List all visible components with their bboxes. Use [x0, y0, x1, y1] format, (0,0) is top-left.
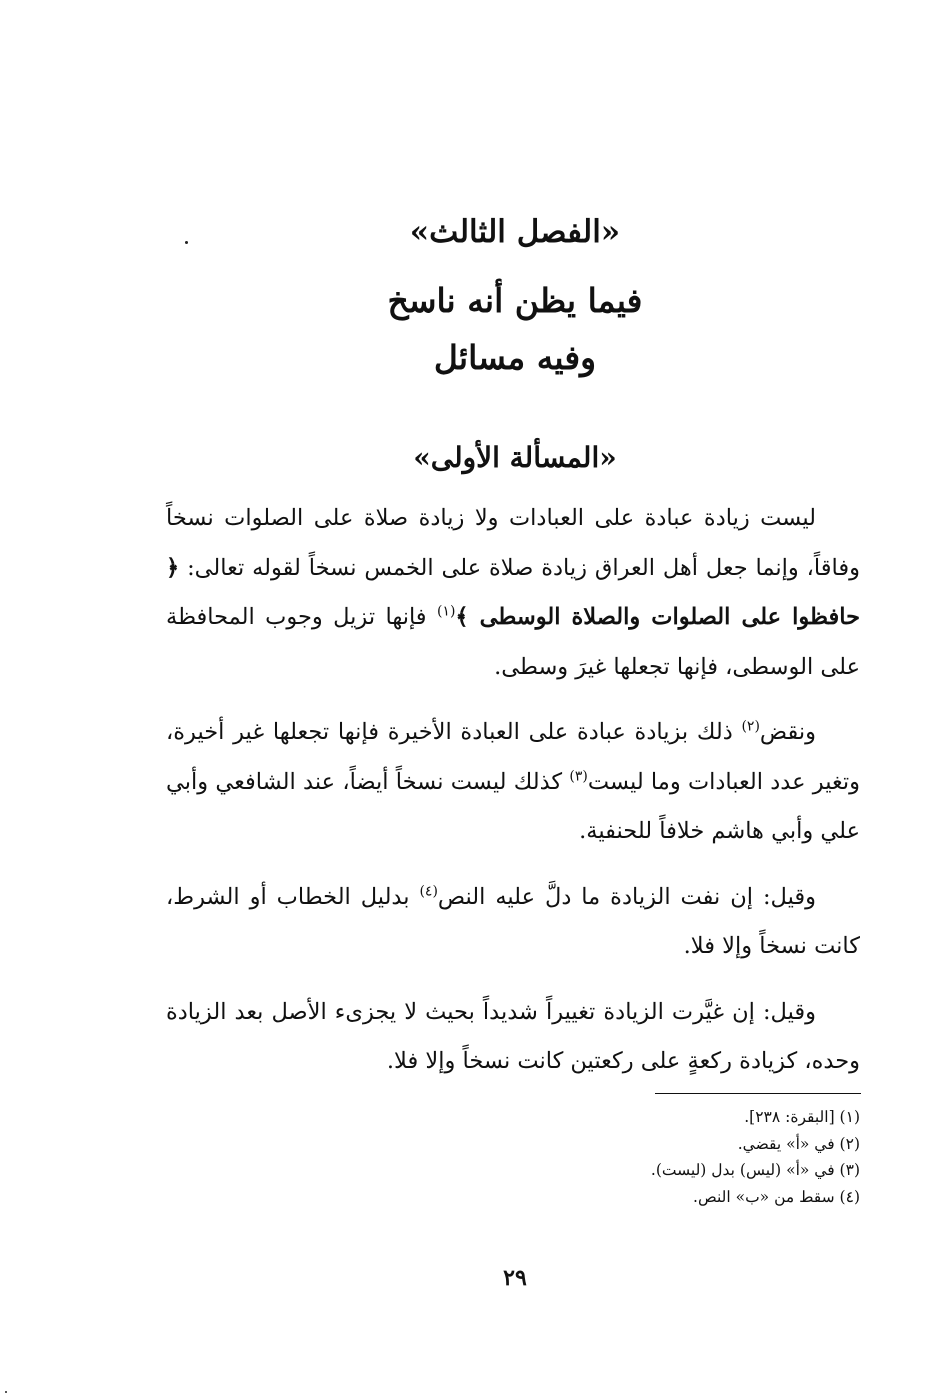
- chapter-subtitle-issues: وفيه مسائل: [433, 338, 597, 377]
- paragraph-4-text: وقيل: إن غيَّرت الزيادة تغييراً شديداً بحيث لا يجزىء الأصل بعد الزيادة وحده، كزيادة ركعةٍ على ركعتين كانت نسخاً وإلا فلا.: [166, 998, 860, 1074]
- paragraph-1-text: ليست زيادة عبادة على العبادات ولا زيادة صلاة على الصلوات نسخاً وفاقاً، وإنما جعل أهل العراق زيادة صلاة على الخمس نسخاً لقوله تعالى:: [166, 505, 860, 581]
- footnote-2: (٢) في «أ» يقضي.: [737, 1134, 860, 1153]
- body-text: [166, 494, 860, 1087]
- footnote-ref-4: (٤): [419, 883, 438, 899]
- footnote-ref-3: (٣): [569, 768, 588, 784]
- paragraph-2-continuation: كذلك ليست نسخاً أيضاً، عند الشافعي وأبي علي وأبي هاشم خلافاً للحنفية.: [166, 768, 860, 844]
- footnotes: [420, 1104, 860, 1210]
- footnote-1: (١) [البقرة: ٢٣٨].: [744, 1108, 860, 1126]
- scan-speck: [185, 241, 188, 244]
- section-title: «المسألة الأولى»: [413, 441, 617, 474]
- paragraph-2: [166, 708, 860, 857]
- page-number: ٢٩: [503, 1265, 527, 1291]
- footnote-ref-1: (١): [436, 603, 456, 620]
- chapter-title: «الفصل الثالث»: [409, 214, 621, 250]
- paragraph-3-continuation: بدليل الخطاب أو الشرط، كانت نسخاً وإلا فلا.: [166, 883, 860, 959]
- footnote-divider: [655, 1093, 861, 1094]
- paragraph-1: [166, 494, 860, 692]
- paragraph-1-continuation: فإنها تزيل وجوب المحافظة على الوسطى، فإنها تجعلها غيرَ وسطى.: [166, 604, 860, 680]
- scan-speck: [5, 1391, 7, 1393]
- paragraph-2-lead: ونقض: [759, 719, 816, 745]
- paragraph-2-text: ذلك بزيادة عبادة على العبادة الأخيرة فإنها تجعلها غير أخيرة، وتغير عدد العبادات وما ليست: [166, 719, 860, 795]
- footnote-ref-2: (٢): [741, 718, 760, 735]
- chapter-subtitle: فيما يظن أنه ناسخ: [387, 281, 643, 320]
- quran-verse: ﴿ حافظوا على الصلوات والصلاة الوسطى ﴾: [166, 554, 860, 630]
- footnote-3: (٣) في «أ» (ليس) بدل (ليست).: [650, 1161, 860, 1179]
- paragraph-3: [166, 873, 860, 972]
- paragraph-4: [166, 988, 860, 1087]
- paragraph-3-text: وقيل: إن نفت الزيادة ما دلَّ عليه النص: [437, 883, 816, 910]
- footnote-4: (٤) سقط من «ب» النص.: [693, 1187, 860, 1206]
